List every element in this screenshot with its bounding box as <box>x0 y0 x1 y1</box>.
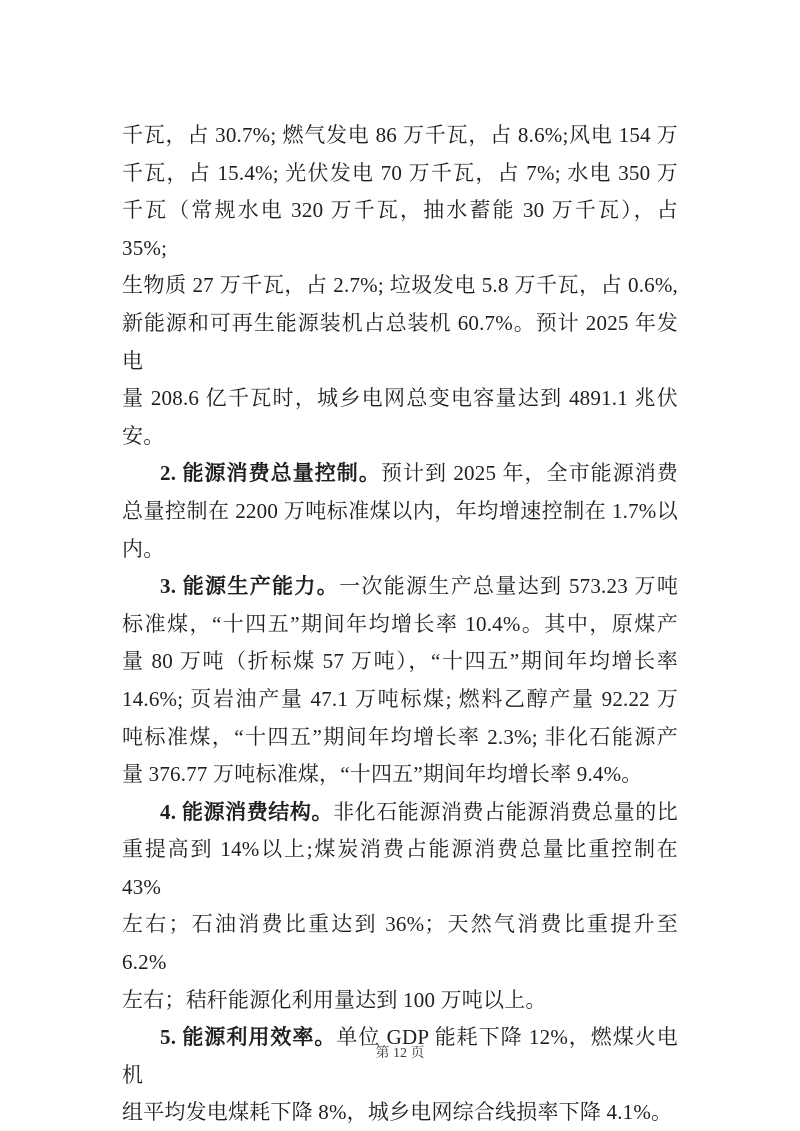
section-5-heading: 5. 能源利用效率。 <box>160 1025 337 1050</box>
text-line: 生物质 27 万千瓦，占 2.7%; 垃圾发电 5.8 万千瓦，占 0.6%, <box>122 273 678 298</box>
section-4-heading-rest: 非化石能源消费占能源消费总量的比 <box>333 799 678 824</box>
text-line: 量 376.77 万吨标准煤，“十四五”期间年均增长率 9.4%。 <box>122 762 643 787</box>
text-line: 左右；石油消费比重达到 36%；天然气消费比重提升至 6.2% <box>122 912 678 975</box>
section-2-heading: 2. 能源消费总量控制。 <box>160 461 381 486</box>
text-line: 组平均发电煤耗下降 8%，城乡电网综合线损率下降 4.1%。 <box>122 1100 673 1125</box>
text-line <box>122 455 678 493</box>
text-line: 量 208.6 亿千瓦时，城乡电网总变电容量达到 4891.1 兆伏 <box>122 386 678 411</box>
text-line: 重提高到 14%以上;煤炭消费占能源消费总量比重控制在 43% <box>122 837 678 899</box>
section-3-heading: 3. 能源生产能力。 <box>160 574 340 599</box>
paragraph-1 <box>122 117 678 455</box>
text-line: 标准煤，“十四五”期间年均增长率 10.4%。其中，原煤产 <box>122 611 678 636</box>
text-line: 安。 <box>122 423 165 448</box>
text-line: 14.6%; 页岩油产量 47.1 万吨标煤; 燃料乙醇产量 92.22 万 <box>122 686 678 711</box>
text-line <box>122 794 678 832</box>
text-line: 千瓦，占 30.7%; 燃气发电 86 万千瓦，占 8.6%;风电 154 万 <box>122 123 678 147</box>
paragraph-4 <box>122 794 678 1020</box>
text-line: 千瓦，占 15.4%; 光伏发电 70 万千瓦，占 7%; 水电 350 万 <box>122 160 678 185</box>
paragraph-2 <box>122 455 678 568</box>
text-line: 量 80 万吨（折标煤 57 万吨），“十四五”期间年均增长率 <box>122 649 678 674</box>
text-line: 千瓦（常规水电 320 万千瓦，抽水蓄能 30 万千瓦），占 35%; <box>122 198 678 260</box>
text-line: 内。 <box>122 536 165 561</box>
page-number: 第 12 页 <box>375 1046 425 1061</box>
section-4-heading: 4. 能源消费结构。 <box>160 799 334 824</box>
text-line: 吨标准煤，“十四五”期间年均增长率 2.3%; 非化石能源产 <box>122 724 678 749</box>
text-line: 左右；秸秆能源化利用量达到 100 万吨以上。 <box>122 987 547 1012</box>
text-line: 总量控制在 2200 万吨标准煤以内，年均增速控制在 1.7%以 <box>122 498 678 523</box>
section-3-heading-rest: 一次能源生产总量达到 573.23 万吨 <box>339 574 679 599</box>
section-2-heading-rest: 预计到 2025 年，全市能源消费 <box>380 461 678 486</box>
text-line <box>122 568 678 606</box>
paragraph-3 <box>122 568 678 794</box>
section-5-heading-rest: 单位 GDP 能耗下降 12%，燃煤火电机 <box>122 1025 678 1087</box>
text-line: 新能源和可再生能源装机占总装机 60.7%。预计 2025 年发电 <box>122 310 678 373</box>
paragraph-5 <box>122 1019 678 1131</box>
document-text <box>122 117 678 1131</box>
